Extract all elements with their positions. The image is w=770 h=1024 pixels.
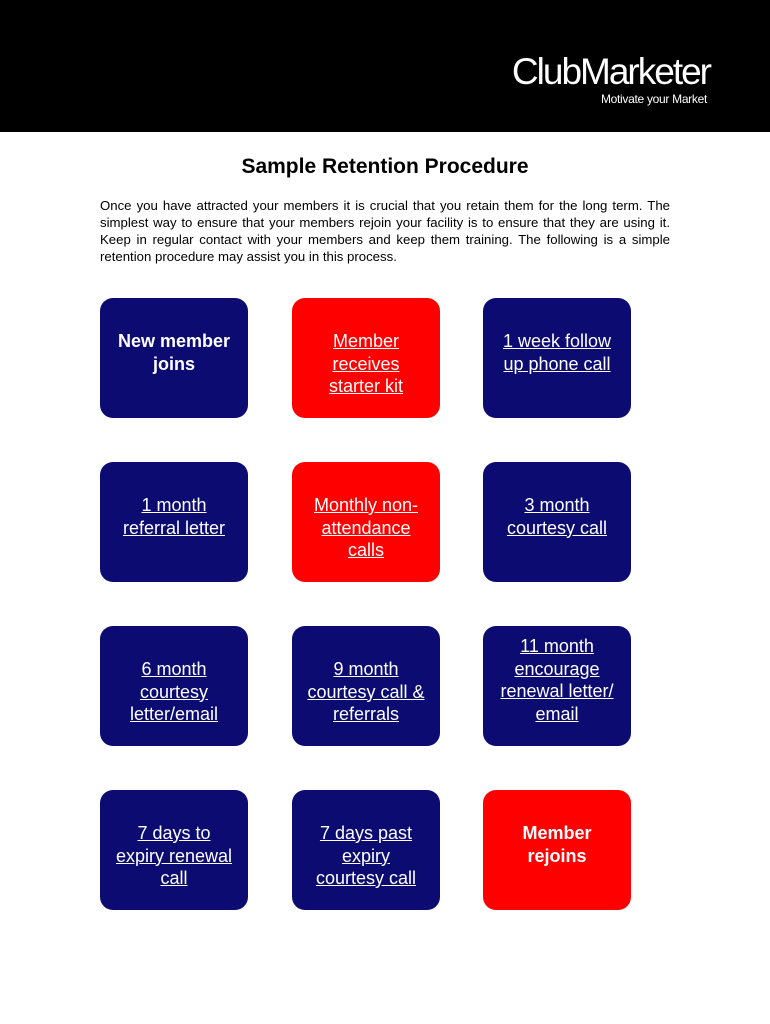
document-title: Sample Retention Procedure bbox=[241, 155, 529, 178]
step-new-member-joins bbox=[100, 298, 248, 418]
step-link[interactable]: 3 month courtesy call bbox=[506, 495, 608, 538]
header-banner bbox=[0, 0, 770, 132]
step-monthly-non-attendance-calls[interactable] bbox=[292, 462, 440, 582]
step-member-rejoins bbox=[483, 790, 631, 910]
step-link[interactable]: 1 month referral letter bbox=[122, 495, 226, 538]
step-3-month-courtesy-call[interactable] bbox=[483, 462, 631, 582]
step-7-days-to-expiry[interactable] bbox=[100, 790, 248, 910]
step-6-month-courtesy-letter[interactable] bbox=[100, 626, 248, 746]
step-11-month-renewal-letter[interactable] bbox=[483, 626, 631, 746]
step-1-week-follow-up[interactable] bbox=[483, 298, 631, 418]
brand-logo: ClubMarketer bbox=[511, 51, 710, 92]
step-member-receives-starter-kit[interactable] bbox=[292, 298, 440, 418]
step-link[interactable]: 7 days to expiry renewal call bbox=[115, 823, 233, 888]
step-link[interactable]: 1 week follow up phone call bbox=[502, 331, 612, 374]
step-link[interactable]: Member receives starter kit bbox=[328, 331, 403, 396]
step-9-month-courtesy-call[interactable] bbox=[292, 626, 440, 746]
step-link[interactable]: 7 days past expiry courtesy call bbox=[315, 823, 417, 888]
brand-tagline: Motivate your Market bbox=[600, 92, 707, 106]
step-link[interactable]: Monthly non- attendance calls bbox=[313, 495, 419, 560]
step-1-month-referral-letter[interactable] bbox=[100, 462, 248, 582]
step-label: Member rejoins bbox=[522, 823, 592, 866]
step-label: New member joins bbox=[117, 331, 231, 374]
intro-paragraph: Once you have attracted your members it is crucial that you retain them for the long term. The simplest way to ensure that your members rejoin your facility is to ensure that they are using it. Keep in regular contact with your members and keep them training. The following is a simple retention procedure may assist you in this process. bbox=[100, 198, 670, 264]
step-link[interactable]: 11 month encourage renewal letter/ email bbox=[500, 636, 614, 724]
step-7-days-past-expiry[interactable] bbox=[292, 790, 440, 910]
step-link[interactable]: 9 month courtesy call & referrals bbox=[307, 659, 425, 724]
step-link[interactable]: 6 month courtesy letter/email bbox=[129, 659, 219, 724]
